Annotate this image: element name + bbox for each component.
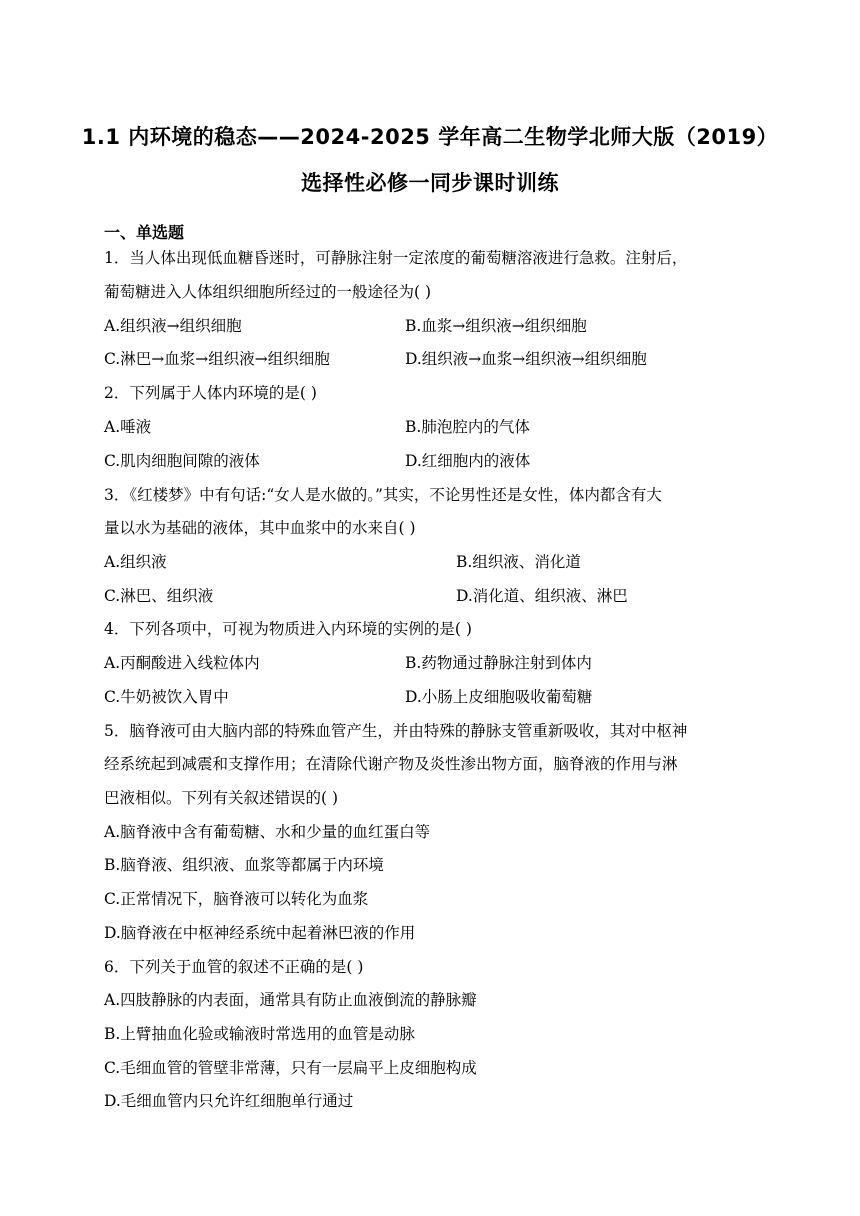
question-2-option-c: C.肌肉细胞间隙的液体: [104, 452, 260, 470]
question-3-text-line-2: 量以水为基础的液体，其中血浆中的水来自( ): [104, 519, 416, 537]
document-subtitle: 选择性必修一同步课时训练: [301, 171, 559, 195]
question-5-option-d: D.脑脊液在中枢神经系统中起着淋巴液的作用: [104, 924, 416, 942]
question-1-text-line-2: 葡萄糖进入人体组织细胞所经过的一般途径为( ): [104, 283, 432, 301]
question-1-text-line-1: 1．当人体出现低血糖昏迷时，可静脉注射一定浓度的葡萄糖溶液进行急救。注射后，: [104, 249, 688, 267]
question-6-option-a: A.四肢静脉的内表面，通常具有防止血液倒流的静脉瓣: [104, 991, 477, 1009]
question-3-option-a: A.组织液: [104, 553, 167, 571]
question-3-option-d: D.消化道、组织液、淋巴: [456, 587, 628, 605]
question-1-option-c: C.淋巴→血浆→组织液→组织细胞: [104, 350, 330, 368]
question-3-text-line-1: 3．《红楼梦》中有句话:“女人是水做的。”其实，不论男性还是女性，体内都含有大: [104, 486, 662, 504]
question-5-option-b: B.脑脊液、组织液、血浆等都属于内环境: [104, 856, 384, 874]
question-5-option-c: C.正常情况下，脑脊液可以转化为血浆: [104, 890, 369, 908]
question-4-option-c: C.牛奶被饮入胃中: [104, 688, 229, 706]
question-1-option-b: B.血浆→组织液→组织细胞: [405, 317, 587, 335]
question-2-option-d: D.红细胞内的液体: [405, 452, 531, 470]
question-4-option-b: B.药物通过静脉注射到体内: [405, 654, 592, 672]
question-6-text-line-1: 6．下列关于血管的叙述不正确的是( ): [104, 958, 364, 976]
question-2-option-a: A.唾液: [104, 418, 152, 436]
question-6-option-d: D.毛细血管内只允许红细胞单行通过: [104, 1092, 354, 1110]
question-5-text-line-3: 巴液相似。下列有关叙述错误的( ): [104, 789, 339, 807]
question-4-text-line-1: 4．下列各项中，可视为物质进入内环境的实例的是( ): [104, 620, 472, 638]
document-title: 1.1 内环境的稳态——2024-2025 学年高二生物学北师大版（2019）: [81, 125, 779, 149]
question-2-option-b: B.肺泡腔内的气体: [405, 418, 530, 436]
question-3-option-c: C.淋巴、组织液: [104, 587, 214, 605]
question-6-option-c: C.毛细血管的管壁非常薄，只有一层扁平上皮细胞构成: [104, 1059, 477, 1077]
question-2-text-line-1: 2．下列属于人体内环境的是( ): [104, 384, 317, 402]
question-5-text-line-2: 经系统起到减震和支撑作用；在清除代谢产物及炎性渗出物方面，脑脊液的作用与淋: [104, 755, 678, 773]
question-1-option-d: D.组织液→血浆→组织液→组织细胞: [405, 350, 647, 368]
question-3-option-b: B.组织液、消化道: [456, 553, 581, 571]
section-heading: 一、单选题: [104, 223, 185, 242]
question-5-option-a: A.脑脊液中含有葡萄糖、水和少量的血红蛋白等: [104, 823, 431, 841]
question-4-option-d: D.小肠上皮细胞吸收葡萄糖: [405, 688, 593, 706]
question-4-option-a: A.丙酮酸进入线粒体内: [104, 654, 260, 672]
question-6-option-b: B.上臂抽血化验或输液时常选用的血管是动脉: [104, 1025, 415, 1043]
question-5-text-line-1: 5．脑脊液可由大脑内部的特殊血管产生，并由特殊的静脉支管重新吸收，其对中枢神: [104, 722, 688, 740]
question-1-option-a: A.组织液→组织细胞: [104, 317, 242, 335]
